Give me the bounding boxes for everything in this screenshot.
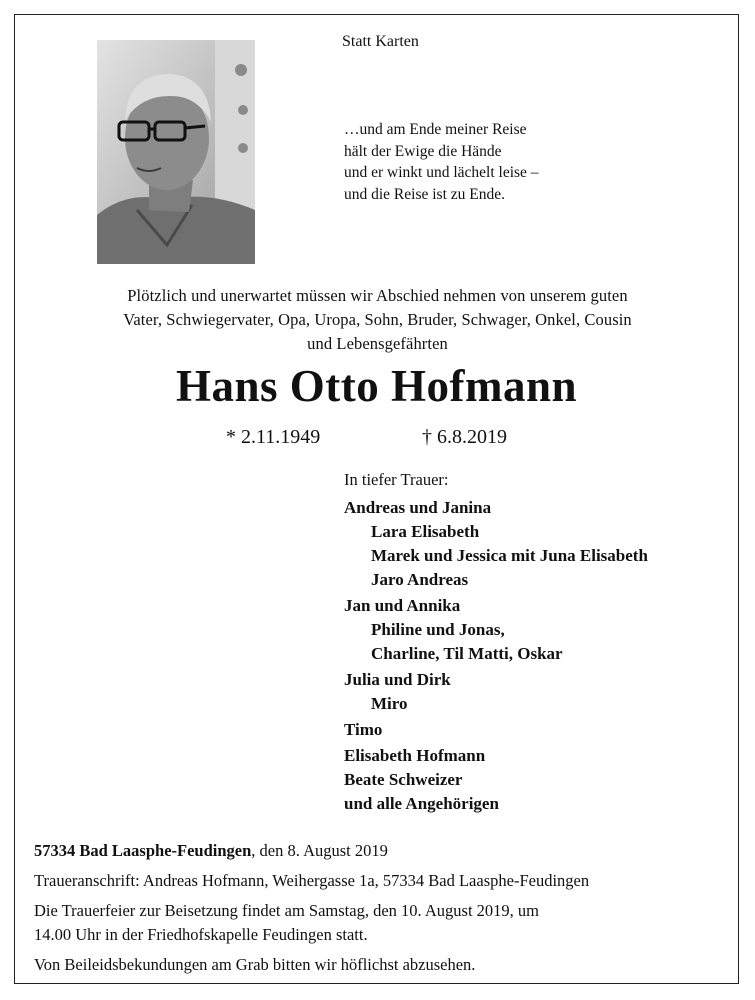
poem-line: hält der Ewige die Hände xyxy=(344,142,502,160)
mourner-row: Marek und Jessica mit Juna Elisabeth xyxy=(371,546,648,565)
deceased-name: Hans Otto Hofmann xyxy=(175,361,578,411)
mourner-row: Charline, Til Matti, Oskar xyxy=(371,644,563,663)
mourners-list xyxy=(344,496,648,816)
mourner-row: Timo xyxy=(344,720,383,739)
mourner-row: Beate Schweizer xyxy=(344,770,463,789)
mourner-row: Lara Elisabeth xyxy=(371,522,480,541)
intro-line: Plötzlich und unerwartet müssen wir Abschied nehmen von unserem guten xyxy=(127,286,628,305)
mourning-address: Traueranschrift: Andreas Hofmann, Weihergasse 1a, 57334 Bad Laasphe-Feudingen xyxy=(34,871,590,890)
poem-line: und er winkt und lächelt leise – xyxy=(344,164,539,181)
poem-line: …und am Ende meiner Reise xyxy=(344,121,527,138)
place: 57334 Bad Laasphe-Feudingen xyxy=(34,841,252,860)
mourner-row: Andreas und Janina xyxy=(344,498,492,517)
intro-line: Vater, Schwiegervater, Opa, Uropa, Sohn, Bruder, Schwager, Onkel, Cousin xyxy=(123,310,632,329)
service-line: 14.00 Uhr in der Friedhofskapelle Feudingen statt. xyxy=(34,925,368,944)
mourners-heading: In tiefer Trauer: xyxy=(344,470,449,489)
mourner-row: Julia und Dirk xyxy=(344,670,451,689)
mourner-row: Miro xyxy=(371,694,408,713)
footer xyxy=(34,839,724,983)
condolence-note: Von Beileidsbekundungen am Grab bitten wir höflichst abzusehen. xyxy=(34,955,476,974)
statt-karten-label: Statt Karten xyxy=(342,33,419,50)
service-info xyxy=(34,899,724,947)
mourner-row: und alle Angehörigen xyxy=(344,794,499,813)
intro-line: und Lebensgefährten xyxy=(307,334,448,353)
birth-date: * 2.11.1949 xyxy=(226,426,321,448)
mourner-row: Jaro Andreas xyxy=(371,570,469,589)
service-line: Die Trauerfeier zur Beisetzung findet am Samstag, den 10. August 2019, um xyxy=(34,901,539,920)
mourner-row: Elisabeth Hofmann xyxy=(344,746,486,765)
death-date: † 6.8.2019 xyxy=(422,426,507,448)
date: , den 8. August 2019 xyxy=(251,841,388,860)
poem xyxy=(344,119,539,205)
portrait-photo xyxy=(97,40,255,264)
mourner-row: Jan und Annika xyxy=(344,596,461,615)
intro-text xyxy=(30,284,725,356)
place-date-line xyxy=(34,839,724,863)
mourner-row: Philine und Jonas, xyxy=(371,620,505,639)
poem-line: und die Reise ist zu Ende. xyxy=(344,185,505,203)
